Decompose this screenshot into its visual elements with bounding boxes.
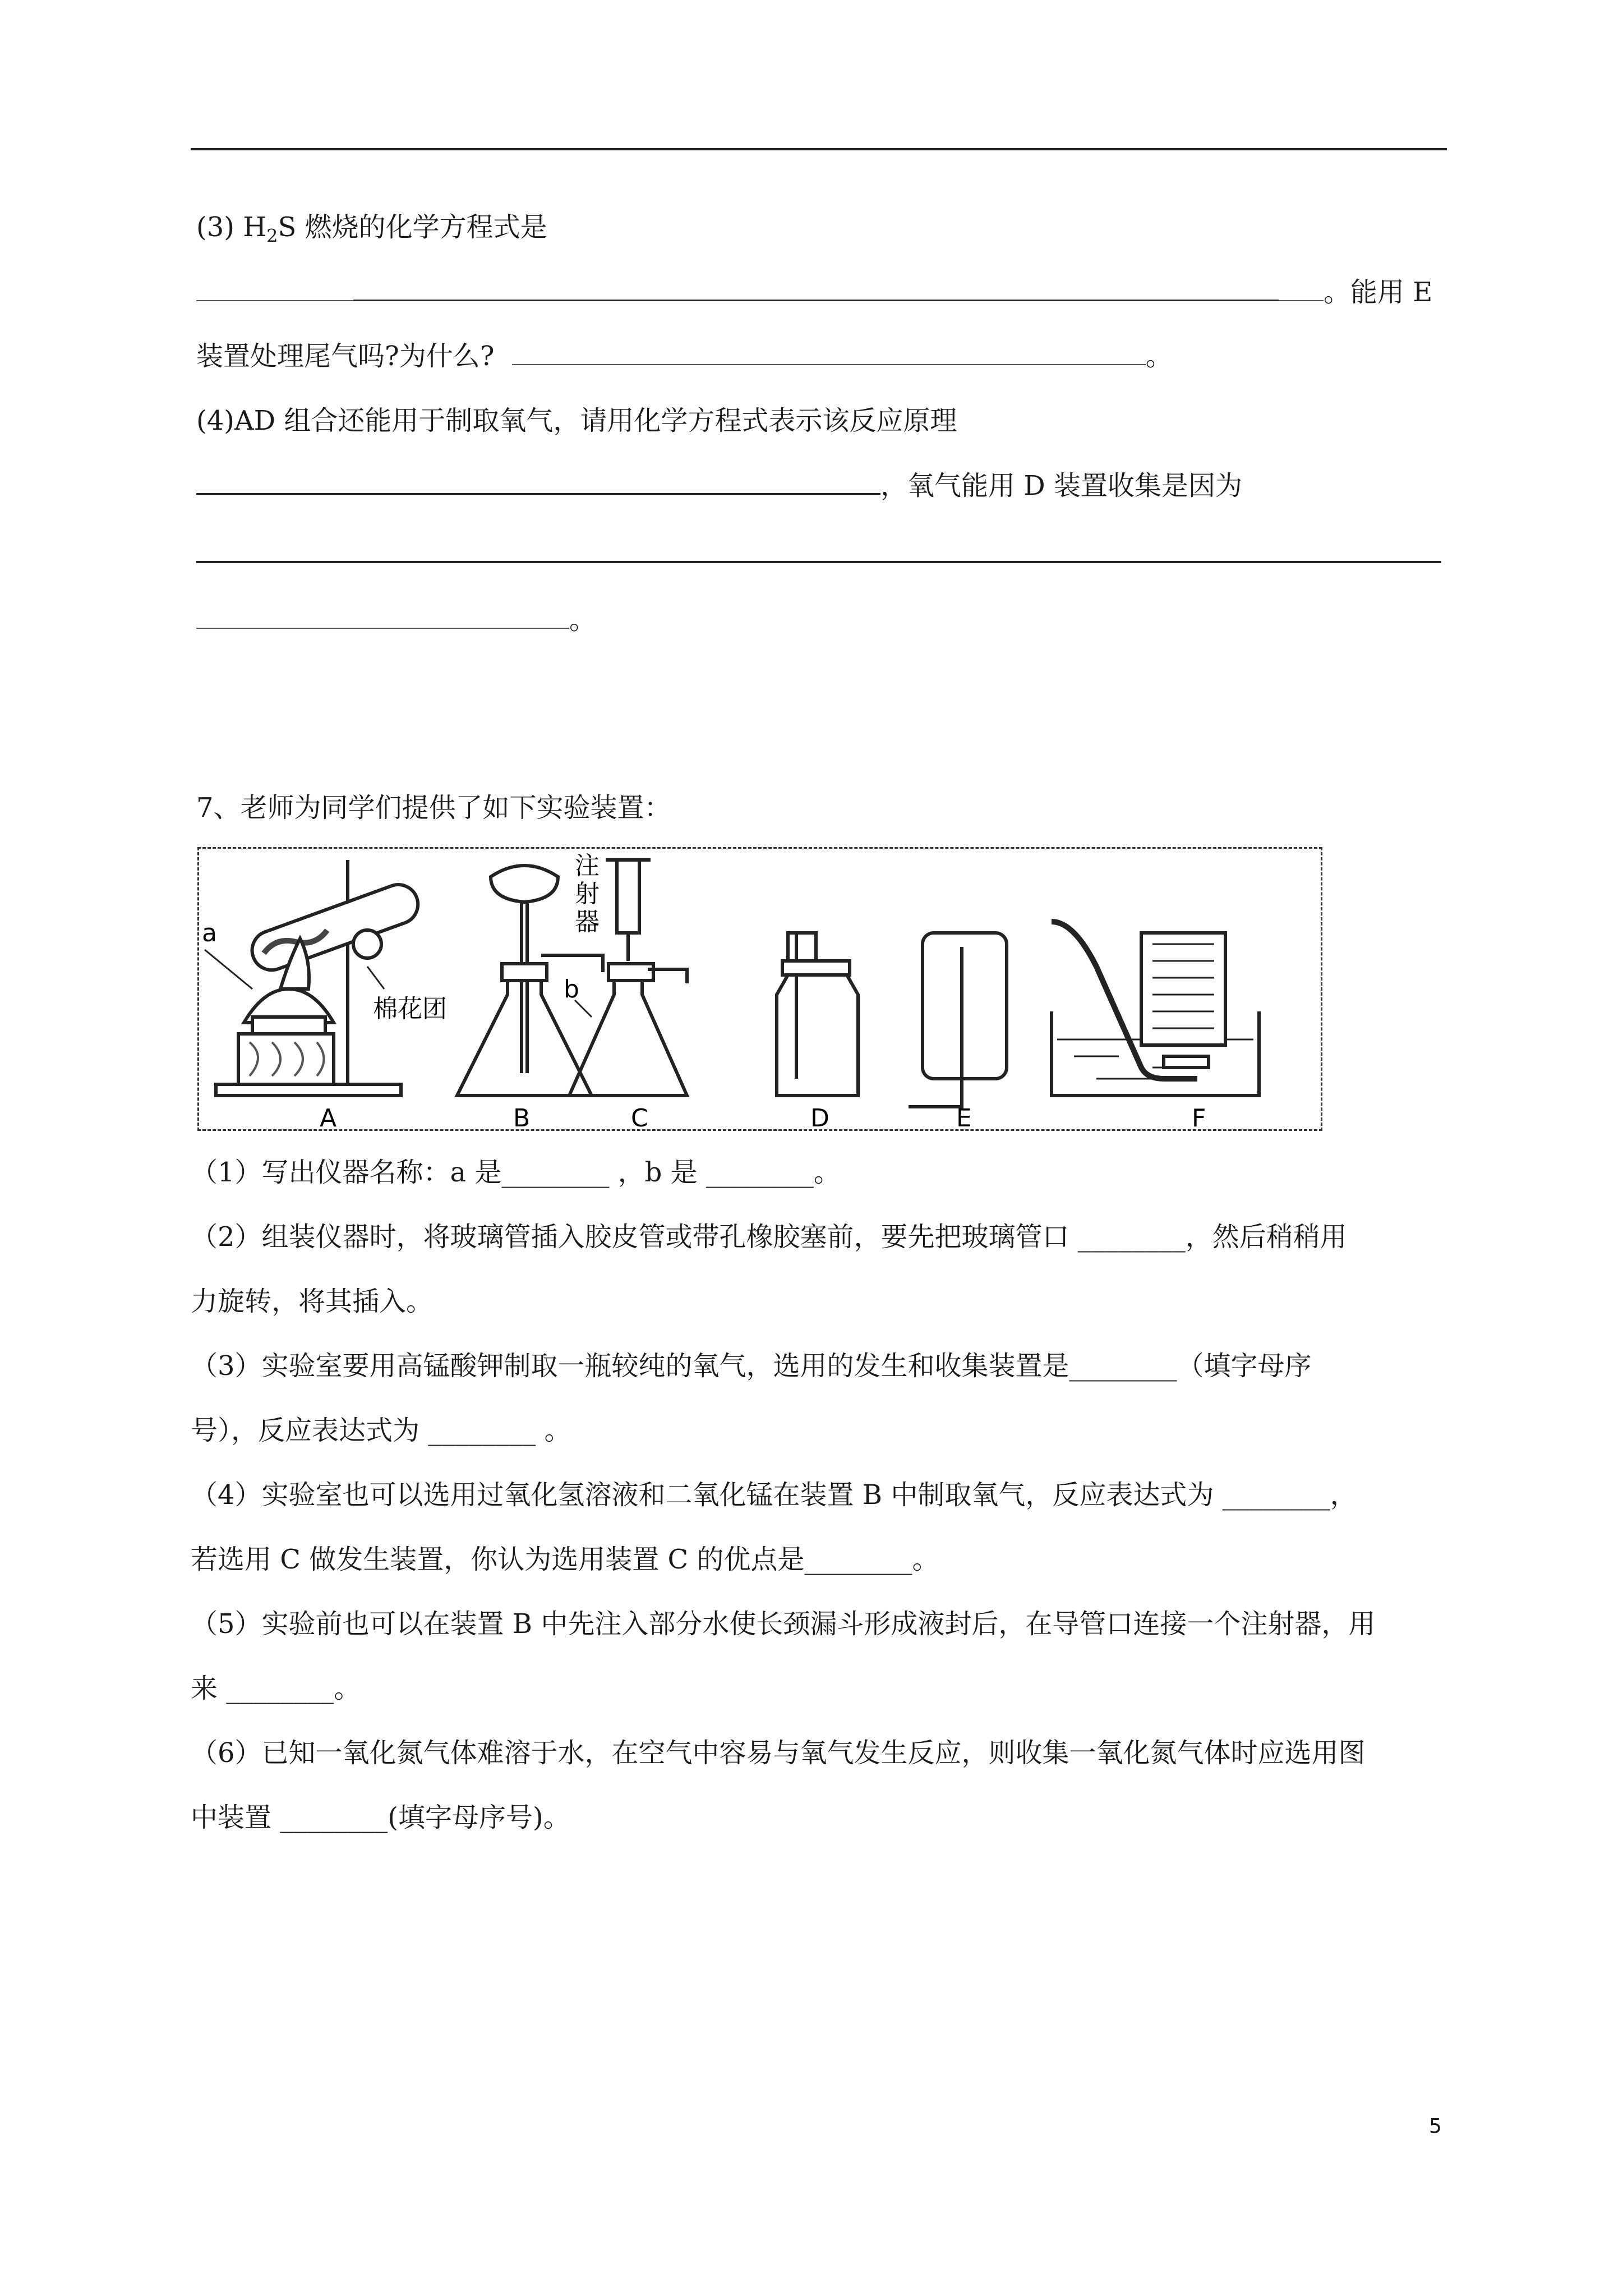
- header-rule: [191, 148, 1447, 150]
- label-D: D: [810, 1104, 829, 1129]
- q6-part3-line1: (3) $H_2S$ 燃烧的化学方程式是: [196, 211, 547, 247]
- q7-sub6-line2: 中装置 ________(填字母序号)。: [191, 1802, 570, 1833]
- label-F: F: [1192, 1104, 1206, 1129]
- label-syringe-1: 注: [575, 852, 600, 880]
- q7-sub4-line2: 若选用 C 做发生装置，你认为选用装置 C 的优点是________。: [191, 1544, 939, 1575]
- q6-part4-line4: 。: [196, 603, 1623, 637]
- answer-blank[interactable]: [196, 603, 569, 629]
- q6-part4-line2: ，氧气能用 D 装置收集是因为: [196, 468, 1623, 503]
- label-A: A: [320, 1104, 337, 1129]
- q7-sub3-line1: （3）实验室要用高锰酸钾制取一瓶较纯的氧气，选用的发生和收集装置是________（填字母序: [191, 1350, 1312, 1382]
- answer-blank[interactable]: [512, 339, 1146, 365]
- q7-sub2-line1: （2）组装仪器时，将玻璃管插入胶皮管或带孔橡胶塞前，要先把玻璃管口 ________，然后稍稍用: [191, 1221, 1347, 1253]
- q6-part3-line2: 。能用 E: [196, 275, 1623, 309]
- q7-sub6-line1: （6）已知一氧化氮气体难溶于水，在空气中容易与氧气发生反应，则收集一氧化氮气体时应选用图: [191, 1737, 1366, 1769]
- page-number: 5: [1429, 2115, 1442, 2138]
- label-C: C: [631, 1104, 648, 1129]
- q7-sub1: （1）写出仪器名称：a 是________ ，b 是 ________。: [191, 1157, 841, 1188]
- q7-sub2-line2: 力旋转，将其插入。: [191, 1286, 434, 1317]
- answer-blank-full[interactable]: [196, 561, 1441, 563]
- answer-blank[interactable]: [1279, 275, 1324, 301]
- answer-blank[interactable]: [353, 275, 1279, 301]
- q6-part3-line3: 装置处理尾气吗?为什么? 。: [196, 341, 1173, 372]
- label-E: E: [956, 1104, 972, 1129]
- apparatus-figure: [197, 847, 1322, 1131]
- apparatus-diagram: [199, 849, 1321, 1129]
- q7-sub5-line1: （5）实验前也可以在装置 B 中先注入部分水使长颈漏斗形成液封后，在导管口连接一个注射器，用: [191, 1608, 1376, 1640]
- label-cotton: 棉花团: [373, 995, 447, 1023]
- q7-sub5-line2: 来 ________。: [191, 1673, 361, 1704]
- label-syringe-3: 器: [575, 908, 600, 936]
- label-a: a: [202, 919, 217, 947]
- label-b: b: [564, 975, 579, 1004]
- label-B: B: [513, 1104, 531, 1129]
- label-syringe-2: 射: [575, 880, 600, 908]
- answer-blank[interactable]: [196, 275, 353, 301]
- q7-sub4-line1: （4）实验室也可以选用过氧化氢溶液和二氧化锰在装置 B 中制取氧气，反应表达式为 ________，: [191, 1479, 1357, 1511]
- q6-part4-line1: (4)AD 组合还能用于制取氧气，请用化学方程式表示该反应原理: [196, 405, 957, 436]
- q7-sub3-line2: 号），反应表达式为 ________ 。: [191, 1415, 571, 1446]
- answer-blank[interactable]: [196, 468, 880, 495]
- q7-title: 7、老师为同学们提供了如下实验装置：: [196, 792, 671, 823]
